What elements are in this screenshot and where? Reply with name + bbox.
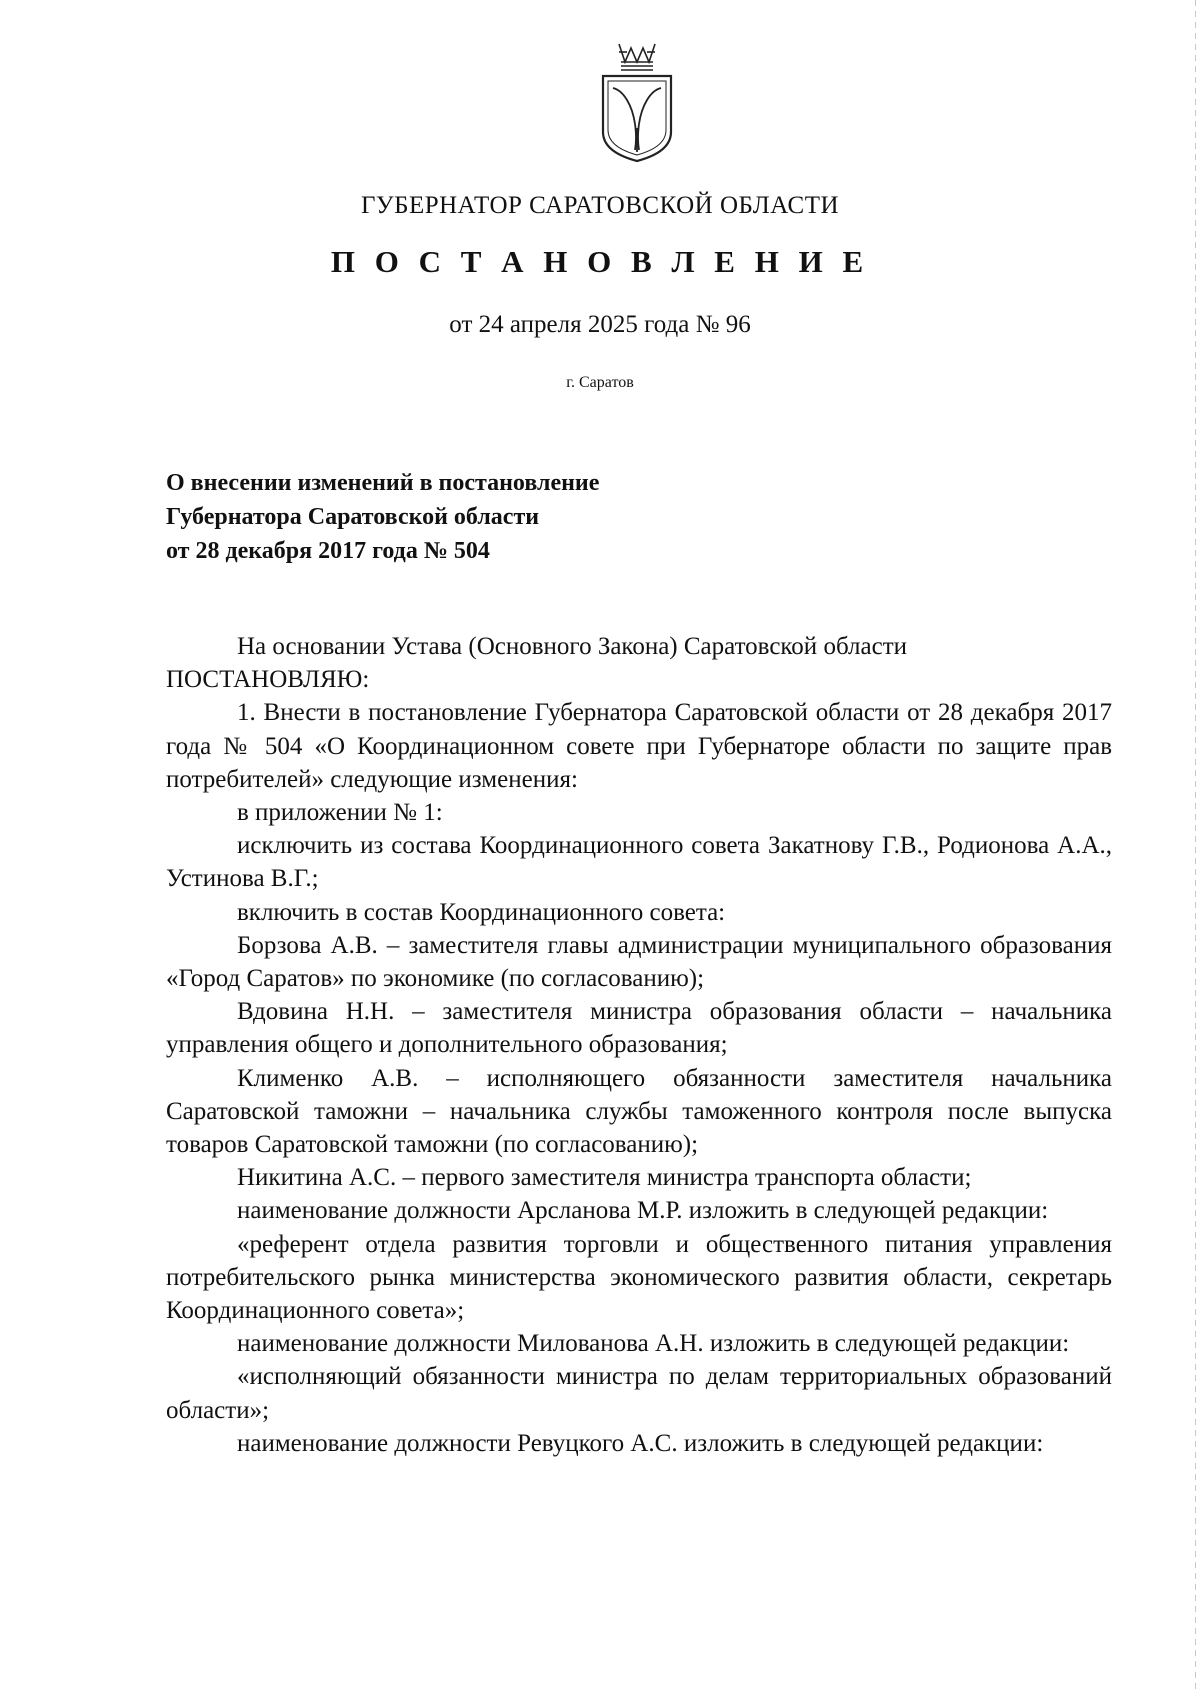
paragraph: «референт отдела развития торговли и общественного питания управления потребительского рынка министерства экономического развития области, секретарь Координационного совета»; bbox=[166, 1230, 1112, 1325]
issuing-authority: ГУБЕРНАТОР САРАТОВСКОЙ ОБЛАСТИ bbox=[360, 192, 840, 219]
scan-edge-line bbox=[1195, 0, 1196, 1691]
paragraph: наименование должности Арсланова М.Р. изложить в следующей редакции: bbox=[237, 1197, 1049, 1225]
document-date-number: от 24 апреля 2025 года № 96 bbox=[449, 311, 751, 338]
paragraph: Никитина А.С. – первого заместителя министра транспорта области; bbox=[237, 1164, 972, 1192]
title-line: от 28 декабря 2017 года № 504 bbox=[166, 538, 490, 564]
paragraph: исключить из состава Координационного совета Закатнову Г.В., Родионова А.А., Устинова В.Г.; bbox=[166, 832, 1112, 893]
document-body bbox=[166, 630, 1112, 1460]
paragraph-decree: ПОСТАНОВЛЯЮ: bbox=[166, 666, 370, 694]
paragraph: наименование должности Ревуцкого А.С. изложить в следующей редакции: bbox=[237, 1429, 1044, 1457]
paragraph: включить в состав Координационного совета: bbox=[237, 898, 726, 926]
paragraph: «исполняющий обязанности министра по делам территориальных образований области»; bbox=[166, 1363, 1112, 1424]
coat-of-arms-icon bbox=[597, 40, 677, 165]
document-title bbox=[166, 466, 599, 568]
title-line: О внесении изменений в постановление bbox=[166, 470, 600, 496]
paragraph: На основании Устава (Основного Закона) Саратовской области bbox=[237, 633, 908, 660]
paragraph: в приложении № 1: bbox=[237, 799, 443, 827]
document-city: г. Саратов bbox=[566, 374, 634, 391]
document-type: П О С Т А Н О В Л Е Н И Е bbox=[330, 244, 870, 279]
paragraph: 1. Внести в постановление Губернатора Саратовской области от 28 декабря 2017 года № 504 «О Координационном совете при Губернаторе области по защите прав потребителей» следующие изменения: bbox=[166, 699, 1112, 793]
paragraph: наименование должности Милованова А.Н. изложить в следующей редакции: bbox=[237, 1330, 1070, 1358]
paragraph: Вдовина Н.Н. – заместителя министра образования области – начальника управления общего и дополнительного образования; bbox=[166, 998, 1112, 1059]
title-line: Губернатора Саратовской области bbox=[166, 504, 540, 530]
paragraph: Клименко А.В. – исполняющего обязанности заместителя начальника Саратовской таможни – начальника службы таможенного контроля после выпуска товаров Саратовской таможни (по согласованию); bbox=[166, 1064, 1112, 1159]
paragraph: Борзова А.В. – заместителя главы администрации муниципального образования «Город Саратов» по экономике (по согласованию); bbox=[166, 931, 1112, 993]
